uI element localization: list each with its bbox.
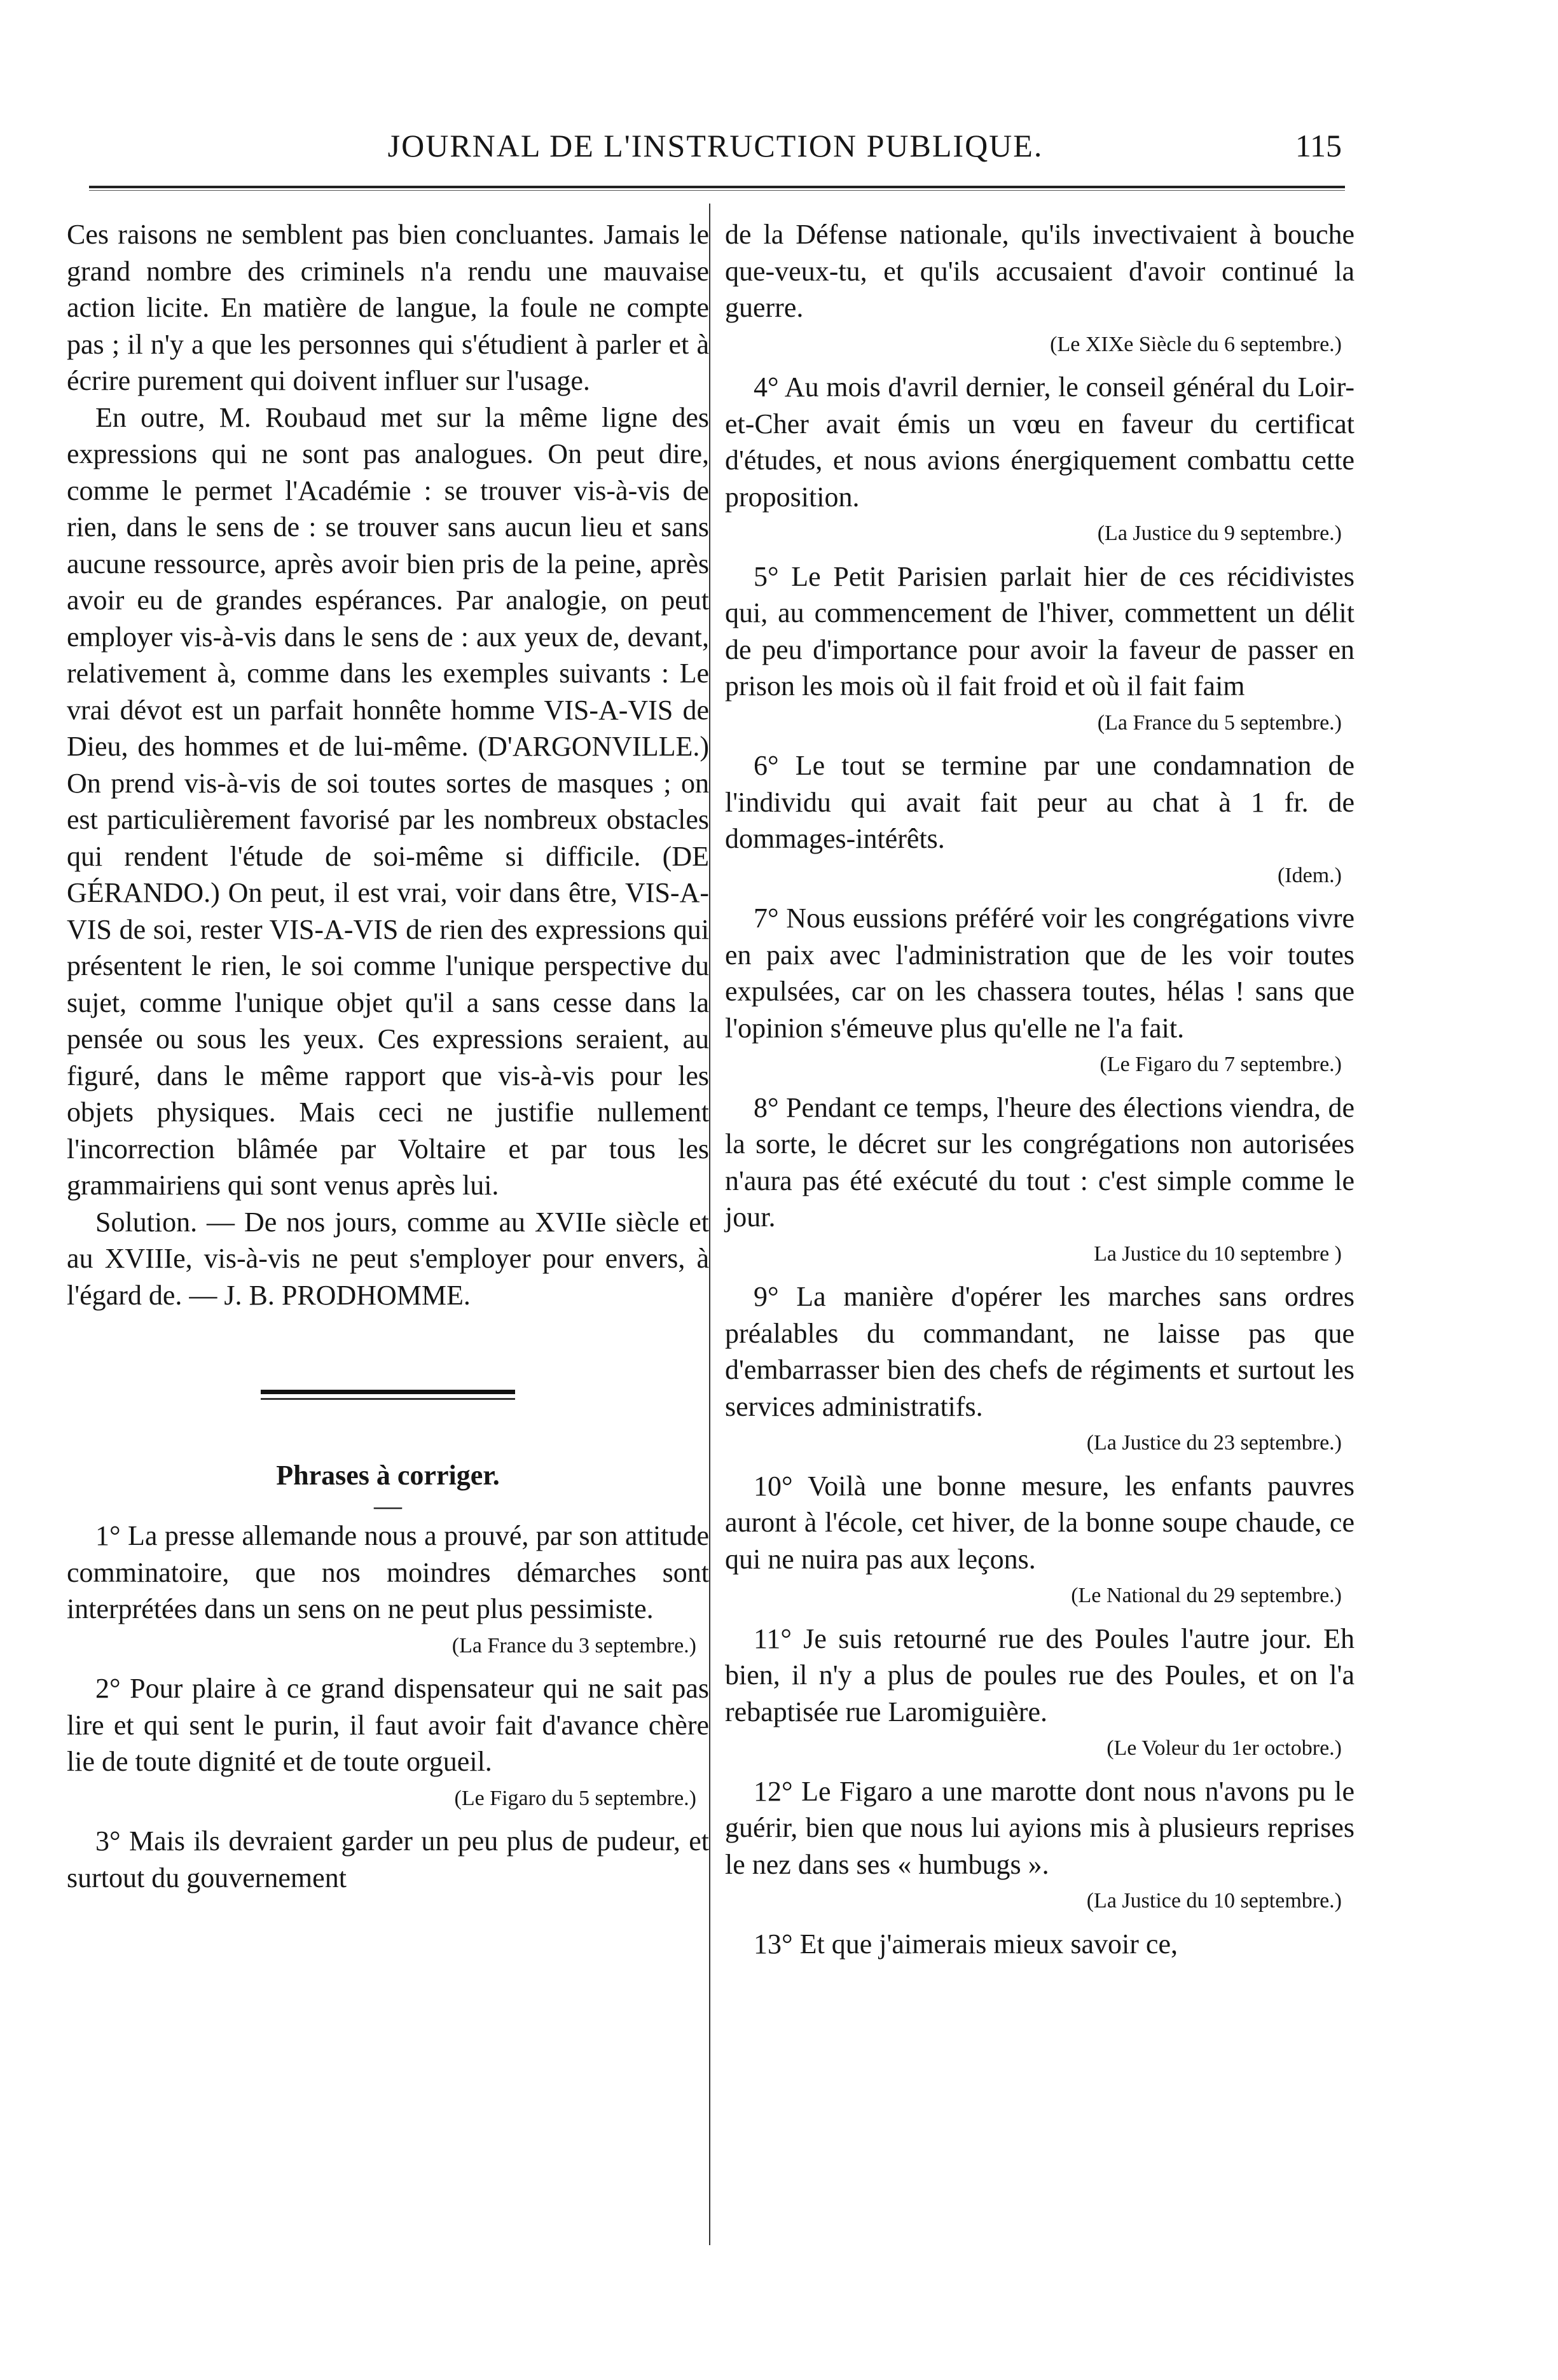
list-item: 5° Le Petit Parisien parlait hier de ces récidivistes qui, au commencement de l'hiver, commettent un délit de peu d'importance pour avoir la faveur de passer en prison les mois où il fait froid et où il fait faim [725, 560, 1355, 702]
citation: (Le Figaro du 5 septembre.) [454, 1786, 696, 1810]
list-item: 1° La presse allemande nous a prouvé, par son attitude comminatoire, que nos moindres démarches sont interprétées dans un sens on ne peut plus pessimiste. [67, 1520, 709, 1624]
list-item: 9° La manière d'opérer les marches sans ordres préalables du commandant, ne laisse pas que d'embarrasser bien des chefs de régiments et surtout les services administratifs. [725, 1281, 1355, 1422]
list-item: 13° Et que j'aimerais mieux savoir ce, [754, 1928, 1178, 1960]
right-column [725, 216, 1355, 1962]
paragraph: Solution. — De nos jours, comme au XVIIe siècle et au XVIIIe, vis-à-vis ne peut s'employer pour envers, à l'égard de. — J. B. PRODHOMME. [67, 1206, 709, 1311]
paragraph: Ces raisons ne semblent pas bien concluantes. Jamais le grand nombre des criminels n'a rendu une mauvaise action licite. En matière de langue, la foule ne compte pas ; il n'y a que les personnes qui s'étudient à parler et à écrire purement qui doivent influer sur l'usage. [67, 219, 709, 396]
citation: (Le National du 29 septembre.) [1071, 1584, 1342, 1607]
citation: (Idem.) [1277, 863, 1342, 887]
citation: (La France du 5 septembre.) [1097, 710, 1342, 735]
header-rule [89, 186, 1345, 191]
citation: (La Justice du 23 septembre.) [1086, 1431, 1342, 1455]
citation: (Le Voleur du 1er octobre.) [1106, 1736, 1342, 1760]
list-item: 3° Mais ils devraient garder un peu plus de pudeur, et surtout du gouvernement [67, 1825, 709, 1893]
left-column [67, 216, 709, 1896]
running-title: JOURNAL DE L'INSTRUCTION PUBLIQUE. [387, 128, 1044, 163]
citation: (La Justice du 10 septembre.) [1086, 1889, 1342, 1913]
section-dash: — [374, 1490, 402, 1521]
list-item: 7° Nous eussions préféré voir les congrégations vivre en paix avec l'administration que de les voir toutes expulsées, car on les chassera toutes, hélas ! sans que l'opinion s'émeuve plus qu'elle ne l'a fait. [725, 903, 1355, 1044]
list-item: 8° Pendant ce temps, l'heure des élections viendra, de la sorte, le décret sur les congrégations non autorisées n'aura pas été exécuté du tout : c'est simple comme le jour. [725, 1091, 1355, 1233]
citation: (Le XIXe Siècle du 6 septembre.) [1050, 332, 1342, 356]
list-item: 10° Voilà une bonne mesure, les enfants pauvres auront à l'école, cet hiver, de la bonne soupe chaude, ce qui ne nuira pas aux leçons. [725, 1470, 1355, 1575]
paragraph: En outre, M. Roubaud met sur la même ligne des expressions qui ne sont pas analogues. On peut dire, comme le permet l'Académie : se trouver vis-à-vis de rien, dans le sens de : se trouver sans aucun lieu et sans aucune ressource, après avoir bien pris de la peine, après avoir eu de grandes espérances. Par analogie, on peut employer vis-à-vis dans le sens de : aux yeux de, devant, relativement à, comme dans les exemples suivants : Le vrai dévot est un parfait honnête homme VIS-A-VIS de Dieu, des hommes et de lui-même. (D'ARGONVILLE.) On prend vis-à-vis de soi toutes sortes de masques ; on est particulièrement favorisé par les nombreux obstacles qui rendent l'étude de soi-même si difficile. (DE GÉRANDO.) On peut, il est vrai, voir dans être, VIS-A-VIS de soi, rester VIS-A-VIS de rien des expressions qui présentent le rien, le soi comme l'unique perspective du sujet, comme l'unique objet qu'il a sans cesse dans la pensée ou sous les yeux. Ces expressions seraient, au figuré, dans le même rapport que vis-à-vis pour les objets physiques. Mais ceci ne justifie nullement l'incorrection blâmée par Voltaire et par tous les grammairiens qui sont venus après lui. [67, 401, 709, 1201]
citation: La Justice du 10 septembre ) [1094, 1242, 1342, 1266]
list-item: de la Défense nationale, qu'ils invectivaient à bouche que-veux-tu, et qu'ils accusaient d'avoir continué la guerre. [725, 219, 1355, 323]
list-item: 11° Je suis retourné rue des Poules l'autre jour. Eh bien, il n'y a plus de poules rue des Poules, et on l'a rebaptisée rue Laromiguière. [725, 1622, 1355, 1727]
list-item: 6° Le tout se termine par une condamnation de l'individu qui avait fait peur au chat à 1 fr. de dommages-intérêts. [725, 750, 1355, 854]
citation: (La Justice du 9 septembre.) [1097, 522, 1342, 545]
section-rule [261, 1390, 515, 1394]
citation: (Le Figaro du 7 septembre.) [1100, 1053, 1342, 1076]
list-item: 12° Le Figaro a une marotte dont nous n'avons pu le guérir, bien que nous lui ayions mis à plusieurs reprises le nez dans ses « humbugs ». [725, 1775, 1355, 1880]
column-divider [709, 204, 710, 2245]
list-item: 4° Au mois d'avril dernier, le conseil général du Loir-et-Cher avait émis un vœu en faveur du certificat d'études, et nous avions énergiquement combattu cette proposition. [725, 371, 1355, 513]
section-rule-thin [261, 1398, 515, 1400]
section-title: Phrases à corriger. [276, 1460, 500, 1491]
page-header [76, 122, 1355, 173]
page-number: 115 [1295, 128, 1342, 163]
citation: (La France du 3 septembre.) [452, 1633, 696, 1657]
list-item: 2° Pour plaire à ce grand dispensateur qui ne sait pas lire et qui sent le purin, il faut avoir fait d'avance chère lie de toute dignité et de toute orgueil. [67, 1673, 709, 1777]
